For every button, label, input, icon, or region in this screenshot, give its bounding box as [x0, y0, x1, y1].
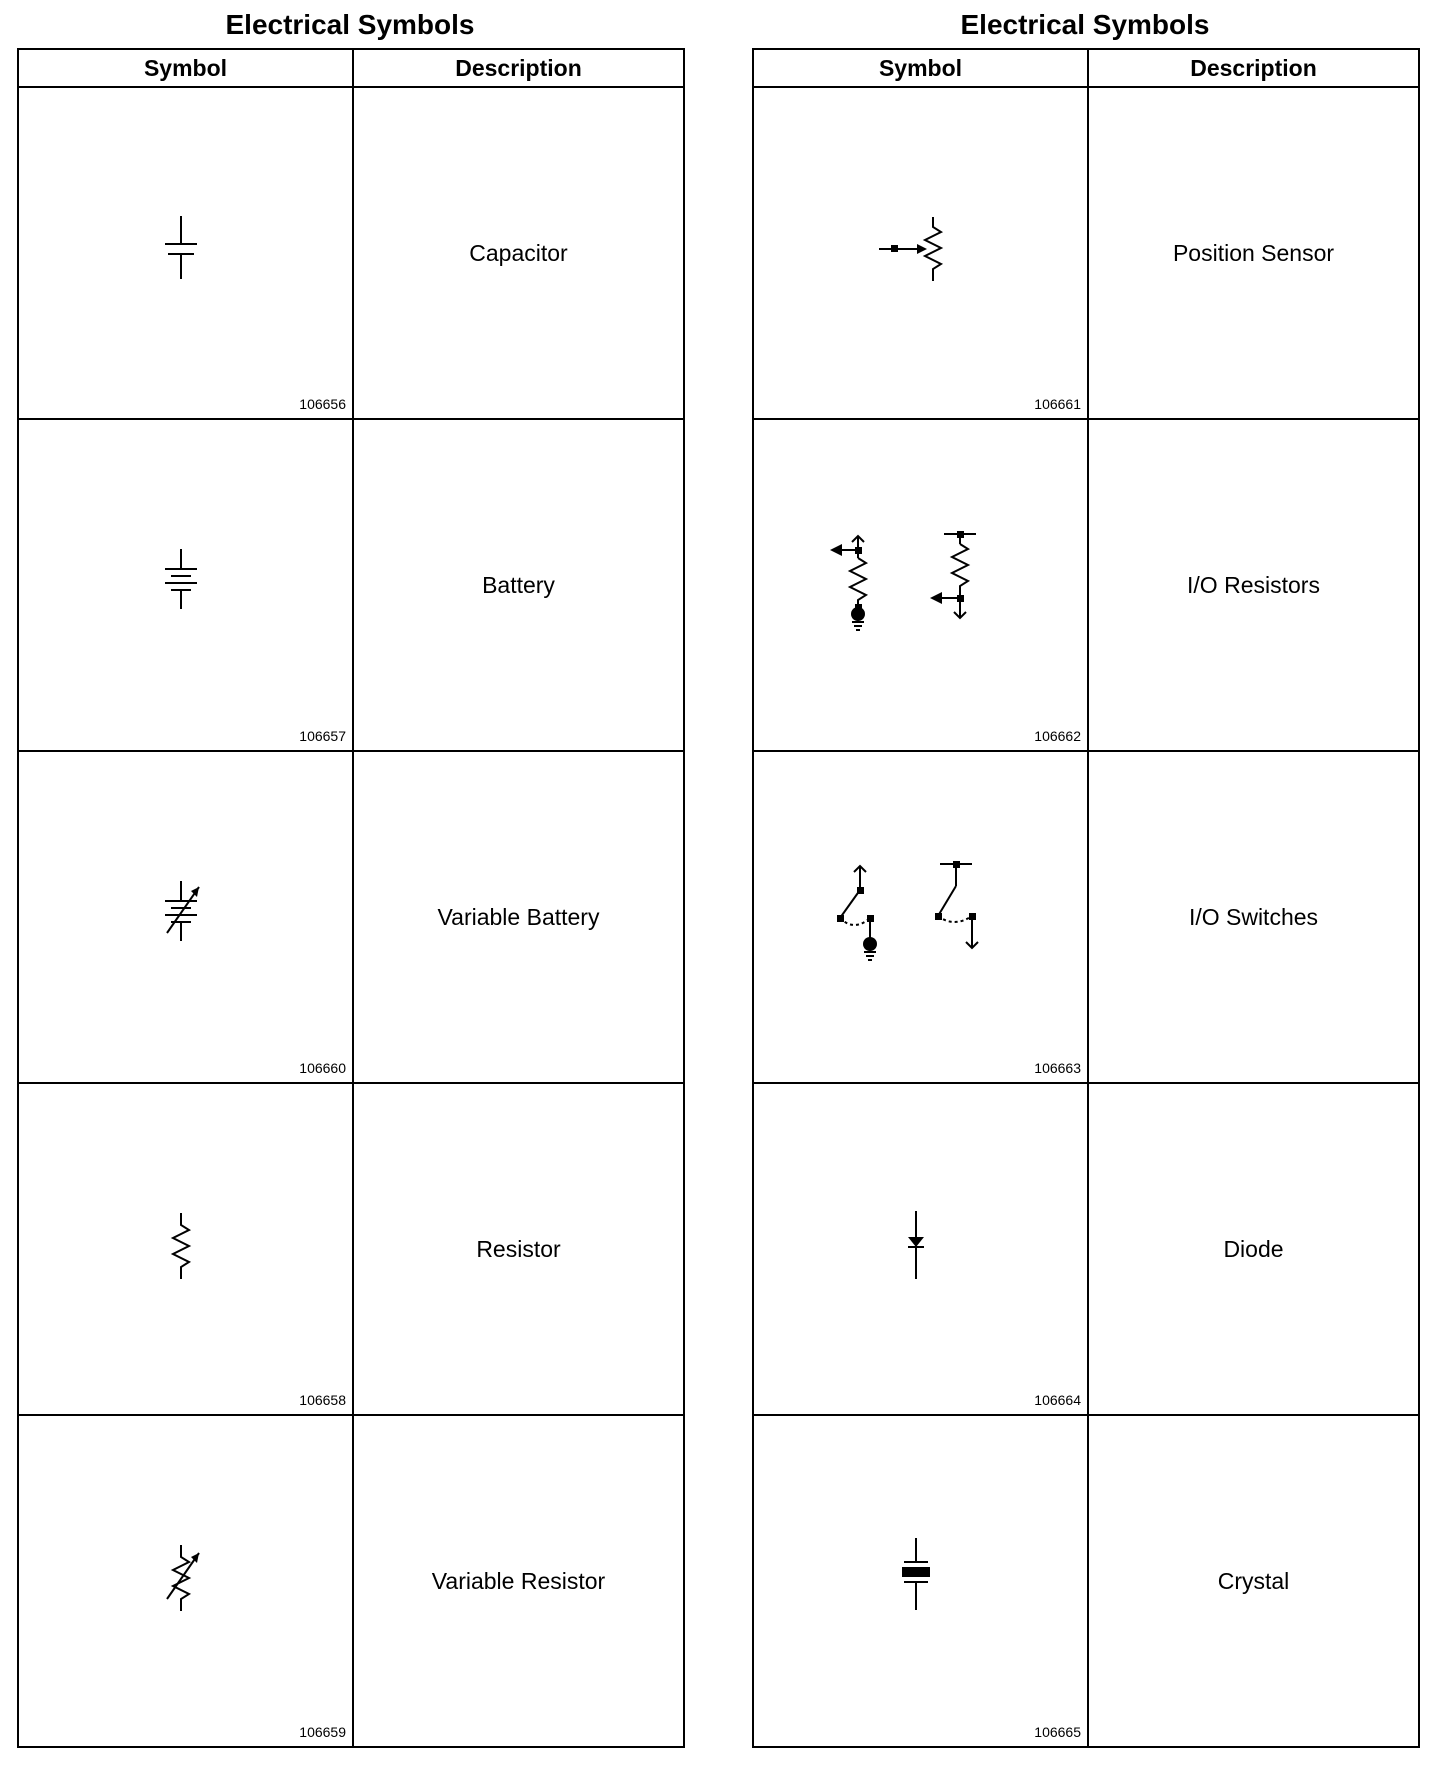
- table-row: [18, 1415, 684, 1747]
- symbols-table: [17, 48, 685, 1748]
- battery-icon: [151, 543, 211, 623]
- table-header-row: [753, 49, 1419, 87]
- variable-resistor-icon: [151, 1539, 211, 1619]
- table-row: [753, 87, 1419, 419]
- symbol-cell: [18, 1083, 353, 1415]
- figure-code: 106660: [299, 1060, 346, 1076]
- description-cell: I/O Resistors: [1088, 419, 1419, 751]
- table-row: [753, 1415, 1419, 1747]
- io-switches-icon: [826, 860, 996, 970]
- table-row: [18, 419, 684, 751]
- position-sensor-icon: [871, 211, 961, 291]
- resistor-icon: [151, 1207, 211, 1287]
- symbol-cell: [18, 1415, 353, 1747]
- figure-code: 106657: [299, 728, 346, 744]
- right-symbol-panel: [752, 0, 1418, 1748]
- panel-title: Electrical Symbols: [960, 9, 1210, 40]
- figure-code: 106664: [1034, 1392, 1081, 1408]
- description-cell: Battery: [353, 419, 684, 751]
- figure-code: 106663: [1034, 1060, 1081, 1076]
- table-header-row: [18, 49, 684, 87]
- symbol-cell: [753, 87, 1088, 419]
- symbol-cell: [753, 1415, 1088, 1747]
- description-cell: I/O Switches: [1088, 751, 1419, 1083]
- description-cell: Crystal: [1088, 1415, 1419, 1747]
- symbol-cell: [18, 419, 353, 751]
- symbol-cell: [753, 1083, 1088, 1415]
- left-symbol-panel: [17, 0, 683, 1748]
- figure-code: 106665: [1034, 1724, 1081, 1740]
- description-cell: Position Sensor: [1088, 87, 1419, 419]
- description-column-header: Description: [353, 49, 684, 87]
- variable-battery-icon: [151, 875, 211, 955]
- table-row: [18, 751, 684, 1083]
- symbol-column-header: Symbol: [18, 49, 353, 87]
- description-cell: Variable Resistor: [353, 1415, 684, 1747]
- io-resistors-icon: [826, 528, 996, 638]
- table-row: [753, 1083, 1419, 1415]
- figure-code: 106661: [1034, 396, 1081, 412]
- figure-code: 106656: [299, 396, 346, 412]
- panel-title: Electrical Symbols: [225, 9, 475, 40]
- symbol-cell: [18, 751, 353, 1083]
- description-cell: Capacitor: [353, 87, 684, 419]
- description-column-header: Description: [1088, 49, 1419, 87]
- crystal-icon: [886, 1534, 946, 1624]
- figure-code: 106658: [299, 1392, 346, 1408]
- symbol-cell: [18, 87, 353, 419]
- table-row: [753, 751, 1419, 1083]
- capacitor-icon: [151, 211, 211, 291]
- table-row: [18, 1083, 684, 1415]
- table-row: [753, 419, 1419, 751]
- table-row: [18, 87, 684, 419]
- description-cell: Resistor: [353, 1083, 684, 1415]
- description-cell: Variable Battery: [353, 751, 684, 1083]
- figure-code: 106662: [1034, 728, 1081, 744]
- symbol-column-header: Symbol: [753, 49, 1088, 87]
- figure-code: 106659: [299, 1724, 346, 1740]
- description-cell: Diode: [1088, 1083, 1419, 1415]
- symbol-cell: [753, 419, 1088, 751]
- diode-icon: [886, 1207, 946, 1287]
- symbols-table: [752, 48, 1420, 1748]
- symbol-cell: [753, 751, 1088, 1083]
